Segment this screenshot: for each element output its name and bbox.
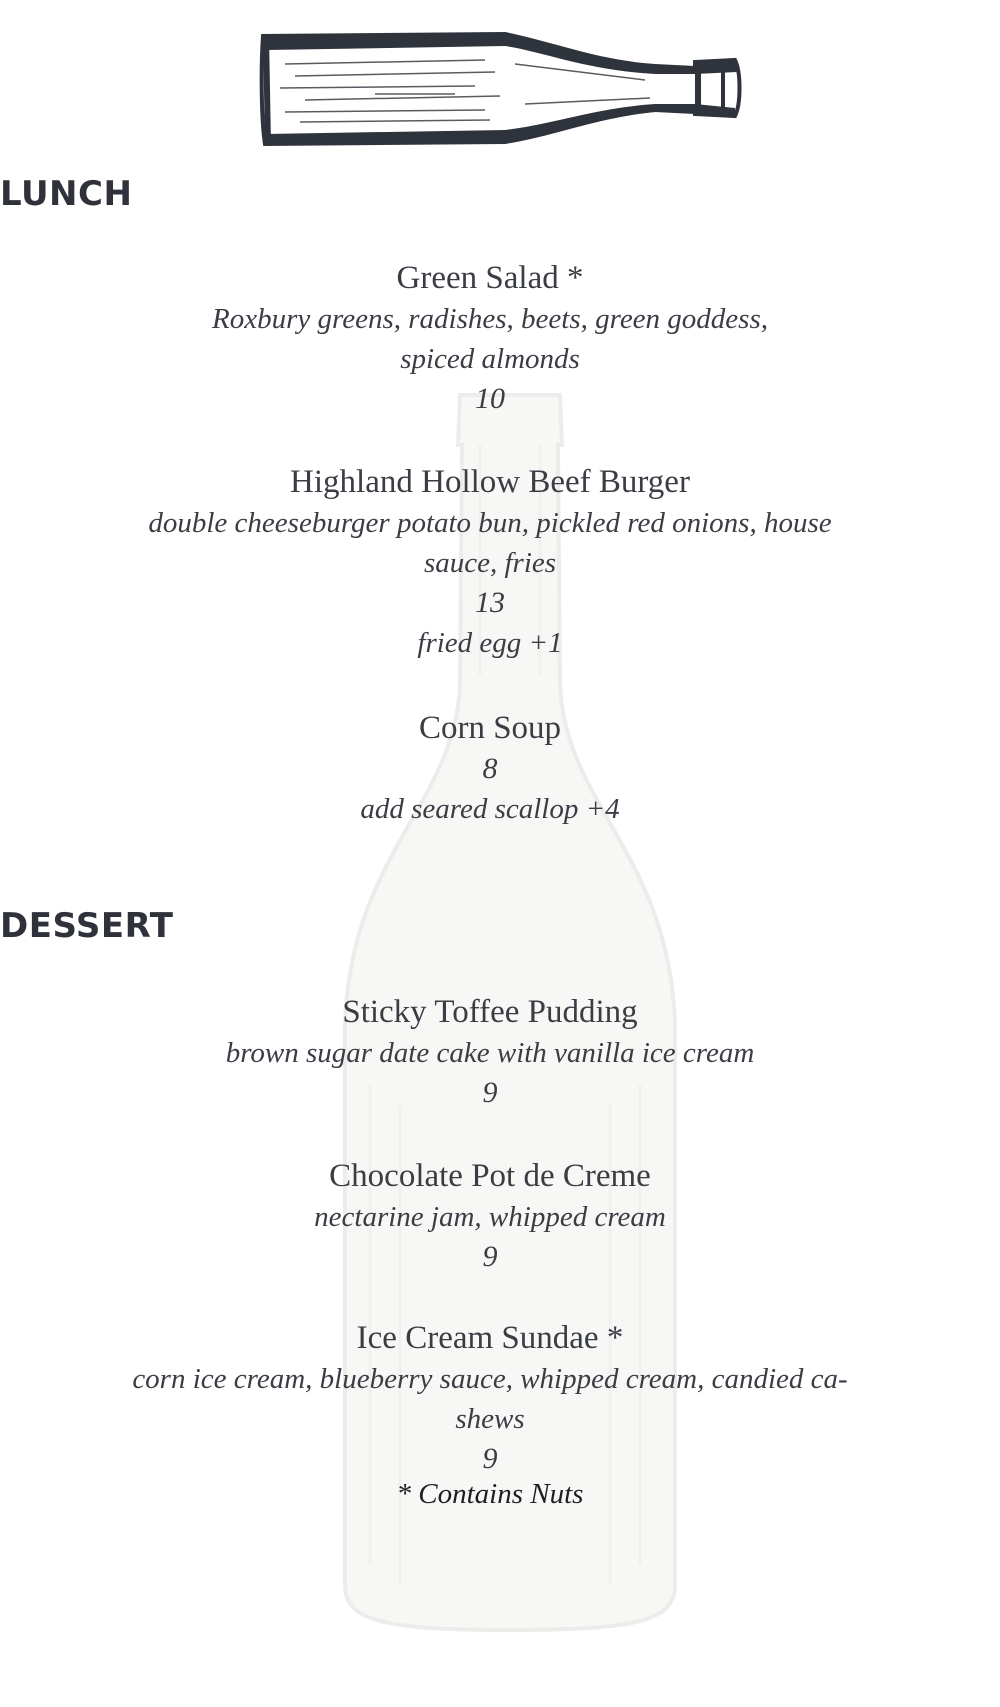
menu-item-ice-cream-sundae: [90, 1318, 890, 1479]
item-description-line: double cheeseburger potato bun, pickled red onions, house: [148, 507, 832, 539]
item-name: Corn Soup: [418, 710, 562, 746]
beer-bottle-icon: [255, 24, 755, 159]
item-price: 10: [475, 382, 505, 415]
item-addon: add seared scallop +4: [360, 793, 620, 825]
menu-item-green-salad: [90, 258, 890, 419]
item-name: Green Salad *: [396, 260, 584, 296]
item-name: Highland Hollow Beef Burger: [290, 464, 690, 500]
item-price: 9: [482, 1442, 498, 1475]
item-name: Sticky Toffee Pudding: [342, 994, 638, 1030]
item-description-line: shews: [455, 1403, 525, 1435]
item-description-line: spiced almonds: [400, 343, 580, 375]
item-price: 9: [482, 1240, 498, 1273]
item-price: 13: [475, 586, 505, 619]
item-description-line: Roxbury greens, radishes, beets, green goddess,: [212, 303, 768, 335]
item-price: 9: [482, 1076, 498, 1109]
item-addon: fried egg +1: [417, 627, 563, 659]
menu-item-corn-soup: [90, 708, 890, 830]
item-description-line: nectarine jam, whipped cream: [314, 1201, 666, 1233]
item-description-line: brown sugar date cake with vanilla ice cream: [225, 1037, 755, 1069]
menu-item-sticky-toffee-pudding: [90, 992, 890, 1113]
dessert-heading: DESSERT: [0, 906, 174, 946]
item-description-line: sauce, fries: [423, 547, 557, 579]
item-price: 8: [482, 752, 498, 785]
item-name: Ice Cream Sundae *: [356, 1320, 624, 1356]
item-name: Chocolate Pot de Creme: [329, 1158, 651, 1194]
nuts-allergy-note: * Contains Nuts: [396, 1478, 584, 1510]
item-description-line: corn ice cream, blueberry sauce, whipped cream, candied ca-: [132, 1363, 848, 1395]
menu-item-chocolate-pot-de-creme: [90, 1156, 890, 1277]
lunch-heading: LUNCH: [0, 174, 133, 214]
menu-item-beef-burger: [90, 462, 890, 664]
